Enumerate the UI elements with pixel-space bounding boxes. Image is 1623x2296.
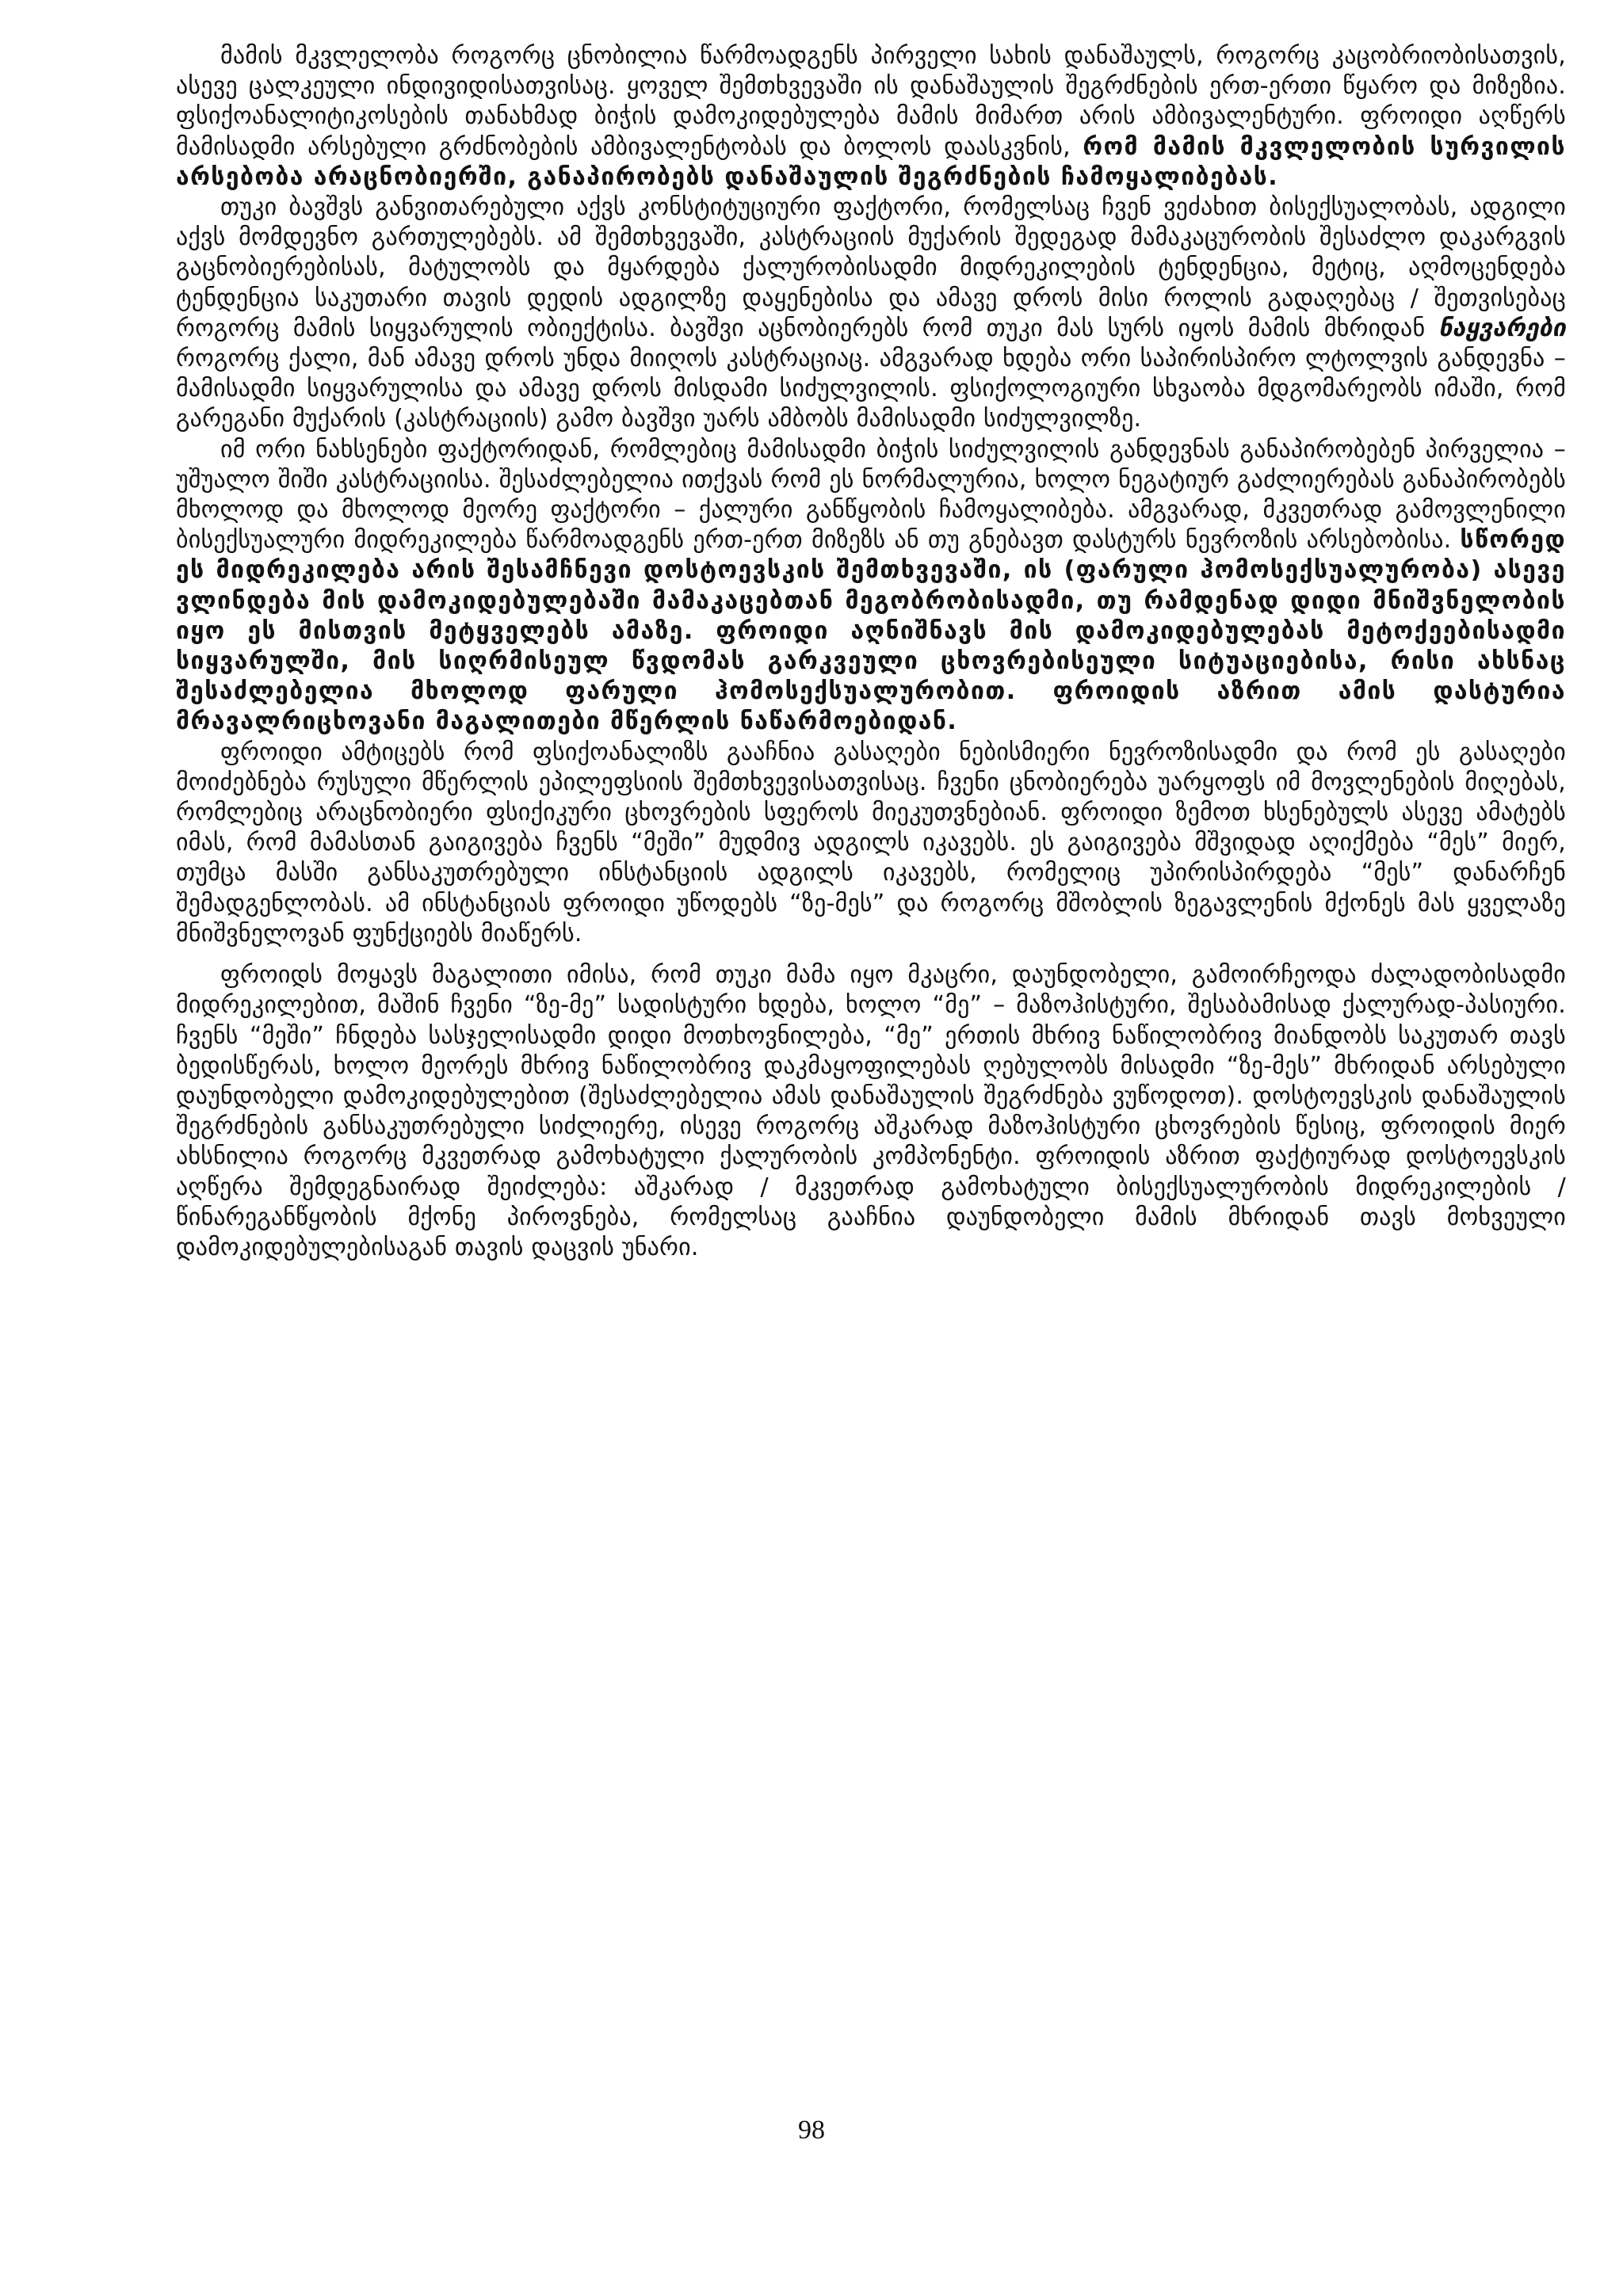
document-page — [176, 41, 1566, 1263]
paragraph-1-bold-statement: რომ მამის მკვლელობის სურვილის არსებობა არაცნობიერში, განაპირობებს დანაშაულის შეგრძნების ჩამოყალიბებას. — [176, 132, 1567, 191]
paragraph-1-text: მამის მკვლელობა როგორც ცნობილია წარმოადგენს პირველი სახის დანაშაულს, როგორც კაცობრიობისათვის, ასევე ცალკეული ინდივიდისათვისაც. ყოველ შემთხვევაში ის დანაშაულის შეგრძნების ერთ-ერთი წყარო და მიზეზია. ფსიქოანალიტიკოსების თანახმად ბიჭის დამოკიდებულება მამის მიმართ არის ამბივალენტური. ფროიდი აღწერს მამისადმი არსებული გრძნობების ამბივალენტობას და ბოლოს დაასკვნის, — [176, 42, 1566, 161]
page-number: 98 — [798, 2115, 825, 2145]
paragraph-5 — [176, 960, 1566, 1263]
paragraph-3 — [176, 435, 1566, 738]
paragraph-3-bold-statement: სწორედ ეს მიდრეკილება არის შესამჩნევი დოსტოევსკის შემთხვევაში, ის (ფარული ჰომოსექსუალურობა) ასევე ვლინდება მის დამოკიდებულებაში მამაკაცებთან მეგობრობისადმი, თუ რამდენად დიდი მნიშვნელობის იყო ეს მისთვის მეტყველებს ამაზე. ფროიდი აღნიშნავს მის დამოკიდებულებას მეტოქეებისადმი სიყვარულში, მის სიღრმისეულ წვდომას გარკვეული ცხოვრებისეული სიტუაციებისა, რისი ახსნაც შესაძლებელია მხოლოდ ფარული ჰომოსექსუალურობით. ფროიდის აზრით ამის დასტურია მრავალრიცხოვანი მაგალითები მწერლის ნაწარმოებიდან. — [176, 526, 1566, 736]
paragraph-4-text: ფროიდი ამტიცებს რომ ფსიქოანალიზს გააჩნია გასაღები ნებისმიერი ნევროზისადმი და რომ ეს გასაღები მოიძებნება რუსული მწერლის ეპილეფსიის შემთხვევისათვისაც. ჩვენი ცნობიერება უარყოფს იმ მოვლენების მიღებას, რომლებიც არაცნობიერი ფსიქიკური ცხოვრების სფეროს მიეკუთვნებიან. ფროიდი ზემოთ ხსენებულს ასევე ამატებს იმას, რომ მამასთან გაიგივება ჩვენს “მეში” მუდმივ ადგილს იკავებს. ეს გაიგივება მშვიდად აღიქმება “მეს” მიერ, თუმცა მასში განსაკუთრებული ინსტანციის ადგილს იკავებს, რომელიც უპირისპირდება “მეს” დანარჩენ შემადგენლობას. ამ ინსტანციას ფროიდი უწოდებს “ზე-მეს” და როგორც მშობლის ზეგავლენის მქონეს მას ყველაზე მნიშვნელოვან ფუნქციებს მიაწერს. — [176, 738, 1566, 948]
paragraph-2 — [176, 193, 1566, 435]
paragraph-2-text-b: როგორც ქალი, მან ამავე დროს უნდა მიიღოს კასტრაციაც. ამგვარად ხდება ორი საპირისპირო ლტოლვის განდევნა – მამისადმი სიყვარულისა და ამავე დროს მისდამი სიძულვილის. ფსიქოლოგიური სხვაობა მდგომარეობს იმაში, რომ გარეგანი მუქარის (კასტრაციის) გამო ბავშვი უარს ამბობს მამისადმი სიძულვილზე. — [176, 345, 1566, 433]
paragraph-5-text: ფროიდს მოყავს მაგალითი იმისა, რომ თუკი მამა იყო მკაცრი, დაუნდობელი, გამოირჩეოდა ძალადობისადმი მიდრეკილებით, მაშინ ჩვენი “ზე-მე” სადისტური ხდება, ხოლო “მე” – მაზოჰისტური, შესაბამისად ქალურად-პასიური. ჩვენს “მეში” ჩნდება სასჯელისადმი დიდი მოთხოვნილება, “მე” ერთის მხრივ ნაწილობრივ მიანდობს საკუთარ თავს ბედისწერას, ხოლო მეორეს მხრივ ნაწილობრივ დაკმაყოფილებას ღებულობს მისადმი “ზე-მეს” მხრიდან არსებული დაუნდობელი დამოკიდებულებით (შესაძლებელია ამას დანაშაულის შეგრძნება ვუწოდოთ). დოსტოევსკის დანაშაულის შეგრძნების განსაკუთრებული სიძლიერე, ისევე როგორც აშკარად მაზოჰისტური ცხოვრების წესიც, ფროიდის მიერ ახსნილია როგორც მკვეთრად გამოხატული ქალურობის კომპონენტი. ფროიდის აზრით ფაქტიურად დოსტოევსკის აღწერა შემდეგნაირად შეიძლება: აშკარად / მკვეთრად გამოხატული ბისექსუალურობის მიდრეკილების / წინარეგანწყობის მქონე პიროვნება, რომელსაც გააჩნია დაუნდობელი მამის მხრიდან თავს მოხვეული დამოკიდებულებისაგან თავის დაცვის უნარი. — [176, 961, 1566, 1261]
paragraph-4 — [176, 738, 1566, 949]
paragraph-2-text-a: თუკი ბავშვს განვითარებული აქვს კონსტიტუციური ფაქტორი, რომელსაც ჩვენ ვეძახით ბისექსუალობას, ადგილი აქვს მომდევნო გართულებებს. ამ შემთხვევაში, კასტრაციის მუქარის შედეგად მამაკაცურობის შესაძლო დაკარგვის გაცნობიერებისას, მატულობს და მყარდება ქალურობისადმი მიდრეკილების ტენდენცია, მეტიც, აღმოცენდება ტენდენცია საკუთარი თავის დედის ადგილზე დაყენებისა და ამავე დროს მისი როლის გადაღებაც / შეთვისებაც როგორც მამის სიყვარულის ობიექტისა. ბავშვი აცნობიერებს რომ თუკი მას სურს იყოს მამის მხრიდან — [176, 193, 1566, 342]
paragraph-2-emphasis: ნაყვარები — [1438, 314, 1566, 342]
paragraph-1 — [176, 41, 1566, 193]
paragraph-3-text: იმ ორი ნახსენები ფაქტორიდან, რომლებიც მამისადმი ბიჭის სიძულვილის განდევნას განაპირობებენ პირველია – უშუალო შიში კასტრაციისა. შესაძლებელია ითქვას რომ ეს ნორმალურია, ხოლო ნეგატიურ გაძლიერებას განაპირობებს მხოლოდ და მხოლოდ მეორე ფაქტორი – ქალური განწყობის ჩამოყალიბება. ამგვარად, მკვეთრად გამოვლენილი ბისექსუალური მიდრეკილება წარმოადგენს ერთ-ერთ მიზეზს ან თუ გნებავთ დასტურს ნევროზის არსებობისა. — [176, 435, 1566, 555]
